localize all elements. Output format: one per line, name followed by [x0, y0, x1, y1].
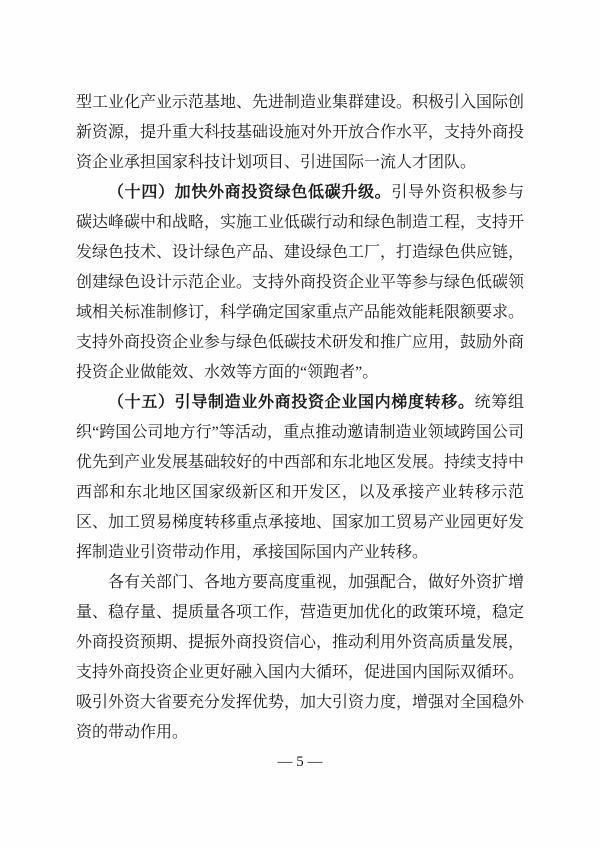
- section-15-paragraph: [76, 388, 524, 568]
- paragraph-text: 型工业化产业示范基地、先进制造业集群建设。积极引入国际创新资源，提升重大科技基础设施对外开放合作水平，支持外商投资企业承担国家科技计划项目、引进国际一流人才团队。: [76, 94, 525, 171]
- paragraph-text: 统筹组织“跨国公司地方行”等活动，重点推动邀请制造业领域跨国公司优先到产业发展基础较好的中西部和东北地区发展。持续支持中西部和东北地区国家级新区和开发区，以及承接产业转移示范区、加工贸易梯度转移重点承接地、国家加工贸易产业园更好发挥制造业引资带动作用，承接国际国内产业转移。: [76, 394, 525, 561]
- section-15-heading: （十五）引导制造业外商投资企业国内梯度转移。: [108, 394, 475, 411]
- closing-paragraph: [76, 568, 524, 748]
- paragraph-text: 引导外资积极参与碳达峰碳中和战略，实施工业低碳行动和绿色制造工程，支持开发绿色技术、设计绿色产品、建设绿色工厂，打造绿色供应链，创建绿色设计示范企业。支持外商投资企业平等参与绿色低碳领域相关标准制修订，科学确定国家重点产品能效能耗限额要求。支持外商投资企业参与绿色低碳技术研发和推广应用，鼓励外商投资企业做能效、水效等方面的“领跑者”。: [76, 184, 525, 381]
- page-number: — 5 —: [277, 754, 323, 770]
- paragraph-text: 各有关部门、各地方要高度重视，加强配合，做好外资扩增量、稳存量、提质量各项工作，营造更加优化的政策环境，稳定外商投资预期、提振外商投资信心，推动利用外资高质量发展，支持外商投资企业更好融入国内大循环，促进国内国际双循环。吸引外资大省要充分发挥优势，加大引资力度，增强对全国稳外资的带动作用。: [76, 574, 525, 741]
- section-14-heading: （十四）加快外商投资绿色低碳升级。: [108, 184, 392, 201]
- paragraph-continuation: [76, 88, 524, 178]
- section-14-paragraph: [76, 178, 524, 388]
- text-block: [76, 88, 524, 748]
